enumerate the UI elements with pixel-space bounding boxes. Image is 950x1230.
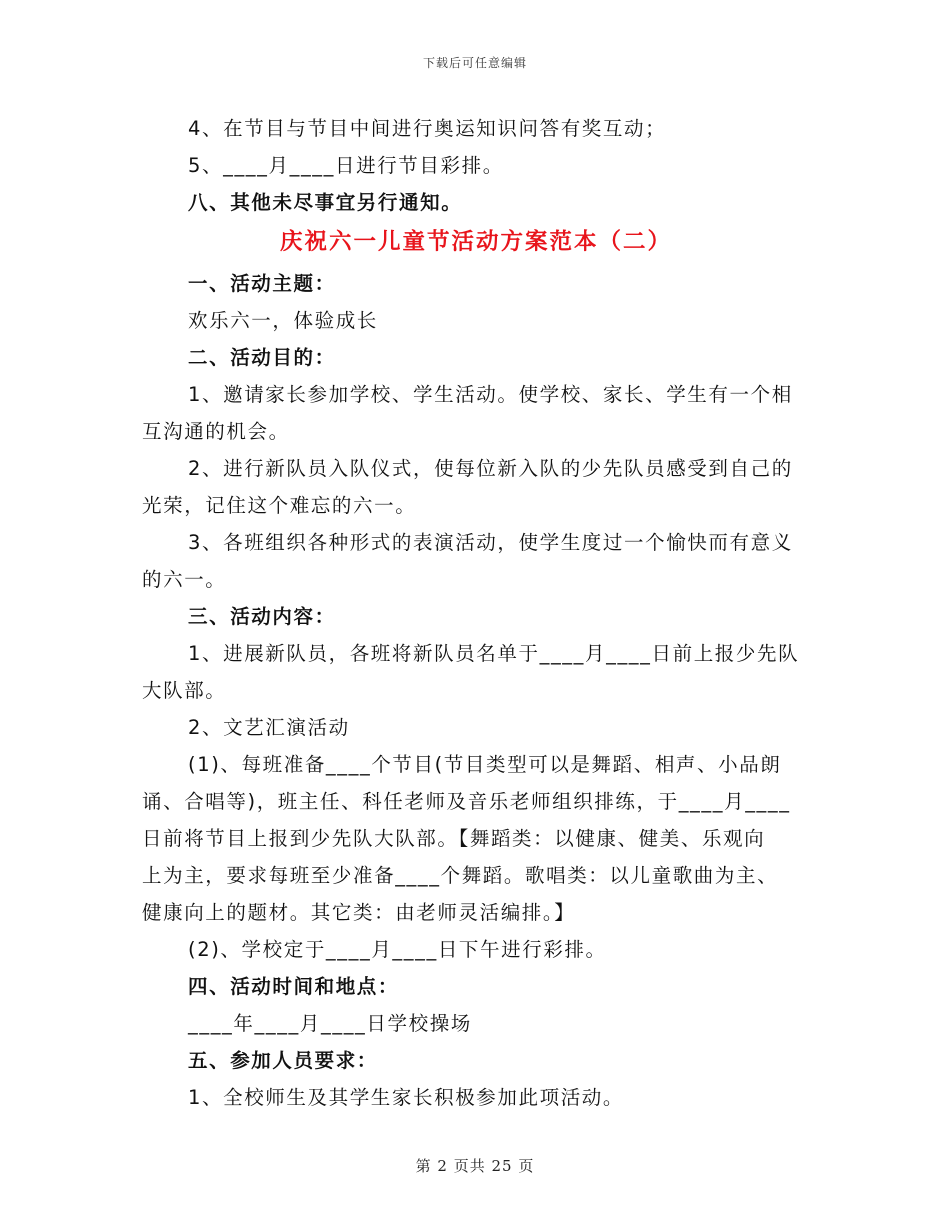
content-2-1-line-3: 日前将节目上报到少先队大队部。【舞蹈类：以健康、健美、乐观向 xyxy=(142,827,766,850)
paragraph-item-4: 4、在节目与节目中间进行奥运知识问答有奖互动； xyxy=(188,117,667,140)
section-heading-participants: 五、参加人员要求： xyxy=(188,1049,378,1072)
paragraph-item-5: 5、____月____日进行节目彩排。 xyxy=(188,154,504,177)
document-body xyxy=(142,110,810,1116)
section-heading-8: 八、其他未尽事宜另行通知。 xyxy=(188,191,463,214)
content-2-1-line-5: 健康向上的题材。其它类：由老师灵活编排。】 xyxy=(142,901,576,924)
purpose-3-line-2: 的六一。 xyxy=(142,568,227,591)
section-heading-content: 三、活动内容： xyxy=(188,605,336,628)
content-2-1-line-1: (1)、每班准备____个节目(节目类型可以是舞蹈、相声、小品朗 xyxy=(188,753,782,776)
content-1-line-1: 1、进展新队员，各班将新队员名单于____月____日前上报少先队 xyxy=(188,642,800,665)
purpose-2-line-2: 光荣，记住这个难忘的六一。 xyxy=(142,494,417,517)
document-title: 庆祝六一儿童节活动方案范本（二） xyxy=(279,229,672,255)
purpose-2-line-1: 2、进行新队员入队仪式，使每位新入队的少先队员感受到自己的 xyxy=(188,457,793,480)
content-1-line-2: 大队部。 xyxy=(142,679,227,702)
page-header-note: 下载后可任意编辑 xyxy=(422,56,527,70)
theme-text: 欢乐六一，体验成长 xyxy=(188,309,378,332)
content-2-2: (2)、学校定于____月____日下午进行彩排。 xyxy=(188,938,607,961)
purpose-1-line-2: 互沟通的机会。 xyxy=(142,420,290,443)
purpose-1-line-1: 1、邀请家长参加学校、学生活动。使学校、家长、学生有一个相 xyxy=(188,383,793,406)
time-place-text: ____年____月____日学校操场 xyxy=(188,1012,472,1035)
content-2-heading: 2、文艺汇演活动 xyxy=(188,716,350,739)
section-heading-time-place: 四、活动时间和地点： xyxy=(188,975,400,998)
section-heading-purpose: 二、活动目的： xyxy=(188,346,336,369)
page-number-footer: 第 2 页共 25 页 xyxy=(415,1157,535,1175)
content-2-1-line-4: 上为主，要求每班至少准备____个舞蹈。歌唱类：以儿童歌曲为主、 xyxy=(142,864,779,887)
content-2-1-line-2: 诵、合唱等)，班主任、科任老师及音乐老师组织排练，于____月____ xyxy=(142,790,791,813)
section-heading-theme: 一、活动主题： xyxy=(188,272,336,295)
participants-1: 1、全校师生及其学生家长积极参加此项活动。 xyxy=(188,1086,625,1109)
purpose-3-line-1: 3、各班组织各种形式的表演活动，使学生度过一个愉快而有意义 xyxy=(188,531,793,554)
